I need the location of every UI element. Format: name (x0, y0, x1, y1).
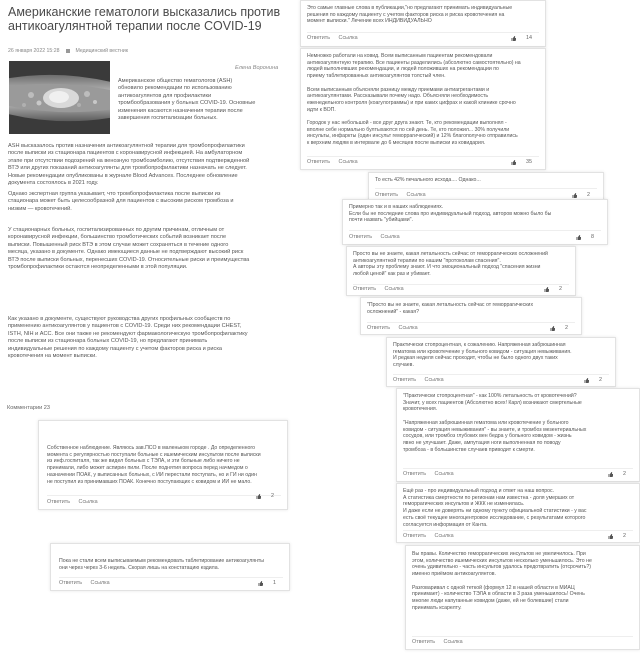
article-intro: Американское общество гематологов (ASH) обновило рекомендации по использованию антикоагулянтов для профилактики тромбообразования у больных COVID-19. Основные изменения касаются назначения терапии после завершения госпитализации больных. (118, 78, 256, 122)
comment-card (38, 420, 288, 510)
permalink[interactable]: Ссылка (90, 580, 110, 586)
comment-card (386, 337, 616, 387)
like-counter[interactable] (256, 493, 281, 499)
article-paragraph-3: У стационарных больных, госпитализированных по другим причинам, отличным от коронавирусной инфекции, большинство тромботических событий возникает после выписки. Повышенный риск ВТЭ в этом случае может сохраняться в течение одного месяца, указано в документе. Однако имеющиеся данные не подтверждают высокий риск ВТЭ после выписки больных, перенесших COVID-19. Относительные риски и преимущества тромбопрофилактики остаются неопределенными в этой популяции. (8, 227, 250, 271)
like-count: 14 (526, 35, 532, 41)
comment-text: То есть 42% печального исхода.... Однако... (375, 177, 481, 183)
comment-card (368, 172, 604, 202)
permalink[interactable]: Ссылка (406, 192, 426, 198)
like-counter[interactable] (511, 35, 539, 41)
reply-link[interactable]: Ответить (403, 471, 427, 477)
thumbs-up-icon[interactable] (511, 160, 516, 165)
comment-text: Вы правы. Количество геморрагических инсультов не увеличилось. При этом, количество ишемических инсультов несколько уменьшилось. Это не очень удивительно - часть инсультов удалось предотвратить (отсрочить?) именно приёмом антикоагулянтов. Разговаривал с одной теткой (формул 12 в нашей области в МИАЦ принимает) - количество ТЭЛА в области в 3 раза уменьшилось! Очень многие люди напуганные ковидом (даже, ей не болевшие) стали принимать ксарелту. (412, 551, 592, 611)
comment-text: Ещё раз - про индивидуальный подход и ответ на наш вопрос. А статистика смертности по регионам нам известна - доля умерших от геморрагических инсультов и ЖКК не изменилась. И даже если не доверять ни одному пункту официальной статистики - у вас есть своё текущее многоцентровое исследование, с результатами которого согласуется информация от Канта. (403, 488, 587, 528)
article-illustration (9, 61, 110, 134)
comment-text: "Просто вы не знаете, какая летальность сейчас от геморрагических осложнений" - какая? (367, 302, 534, 315)
like-count: 2 (559, 286, 562, 292)
article-title: Американские гематологи высказались против антикоагулянтной терапии после COVID-19 (8, 5, 281, 33)
thumbs-up-icon[interactable] (550, 326, 555, 331)
reply-link[interactable]: Ответить (59, 580, 83, 586)
permalink[interactable]: Ссылка (338, 35, 358, 41)
like-counter[interactable] (544, 286, 569, 292)
reply-link[interactable]: Ответить (307, 159, 331, 165)
comment-card (300, 0, 546, 47)
comment-text: Немножко работали на ковид. Всем выписанным пациентам рекомендовали антикоагулянтную терапию. Все пациенты разделились (абсолютно самостоятельно) на людей выполнявших рекомендации, и людей положивших на рекомендации по приему таблетированных антикоагулянтов толстый член. Всем выписанным объясняли разницу между приемами антиагрегантами и антикоагулянтами. Рассказывали почему надо. Объясняли необходимость еженедельного контроля (коагулограммы) и при каких цифрах и какой клинике срочно идти к ВОП. Городок у нас небольшой - все друг друга знают. Те, кто рекомендации выполнял - вполне себе нормально бултыхаются по сей день. Те, кто положил... 30% получили инсульты, инфаркты (один инсульт геморрагический) и 12% благополучно отправились к верхним людям в интервале до 6 месяцев после выписки из ковидария. (307, 53, 521, 147)
thumbs-up-icon[interactable] (511, 36, 516, 41)
like-counter[interactable] (511, 159, 539, 165)
article-meta (8, 48, 128, 54)
like-count: 35 (526, 159, 532, 165)
permalink[interactable]: Ссылка (434, 471, 454, 477)
like-counter[interactable] (550, 325, 575, 331)
like-counter[interactable] (576, 234, 601, 240)
article-paragraph-1-text: ASH высказалось против назначения антикоагулянтной терапии для тромбопрофилактики после выписки из стационара пациентов с коронавирусной инфекцией. На амбулаторном этапе при отсутствии подозрений на венозную тромбоэмболию, отсутствия подтвержденной ВТЭ или других показаний антикоагулянты для тромбопрофилактики назначать не следует. Новые рекомендации опубликованы в журнале Blood Advances. Последнее обновление документа состоялось в 2021 году. (8, 143, 250, 187)
reply-link[interactable]: Ответить (353, 286, 377, 292)
like-count: 1 (273, 580, 276, 586)
comment-text: Просто вы не знаете, какая летальность сейчас от геморрагических осложнений антикоагулянтной терапии по нашим "протоколам спасения". А авторы эту проблему знают. И что эмоциональный подход "спасения жизни любой ценой" как раз и убивает. (353, 251, 548, 278)
comment-card (396, 483, 640, 543)
comment-card (405, 545, 640, 650)
comment-card (396, 388, 640, 482)
like-counter[interactable] (584, 377, 609, 383)
like-counter[interactable] (258, 580, 283, 586)
permalink[interactable]: Ссылка (443, 639, 463, 645)
reply-link[interactable]: Ответить (375, 192, 399, 198)
article-paragraph-1 (8, 143, 306, 187)
article-paragraph-4: Как указано в документе, существуют руководства других профильных сообществ по применению антикоагулянтов у пациентов с COVID-19. Среди них рекомендации CHEST, ISTH, NIH и ACC. Все они также не рекомендуют фармакологическую тромбопрофилактику после выписки из стационара больных COVID-19, но предлагают принимать индивидуальные решения по каждому пациенту с учетом факторов риска и риска кровотечения на момент выписки. (8, 316, 248, 360)
like-count: 2 (565, 325, 568, 331)
thumbs-up-icon[interactable] (256, 494, 261, 499)
permalink[interactable]: Ссылка (398, 325, 418, 331)
source-icon (66, 49, 70, 53)
comment-text: Примерно так и в наших наблюдениях. Если бы не последние слова про индивидуальный подход, авторов можно было бы почти назвать "убийцами". (349, 204, 552, 224)
comment-text: Практически стопроцентная, к сожалению. Напряженная забрюшинная гематома или кровотечение у больного ковидом - ситуация невыживания. И редкая неделя сейчас проходит, чтобы не было одного двух таких случаев. (393, 342, 572, 369)
like-counter[interactable] (608, 533, 633, 539)
like-count: 2 (599, 377, 602, 383)
thumbs-up-icon[interactable] (608, 534, 613, 539)
article-paragraph-2: Однако экспертная группа указывает, что тромбопрофилактика после выписки из стационара может быть целесообразной для пациентов с высоким риском тромбоза и низким — кровотечений. (8, 191, 234, 212)
article-source[interactable]: Медицинский вестник (75, 48, 129, 54)
thumbs-up-icon[interactable] (584, 378, 589, 383)
permalink[interactable]: Ссылка (434, 533, 454, 539)
like-count: 2 (271, 493, 274, 499)
like-count: 8 (591, 234, 594, 240)
comment-card (300, 48, 546, 170)
permalink[interactable]: Ссылка (78, 499, 98, 505)
reply-link[interactable]: Ответить (307, 35, 331, 41)
reply-link[interactable]: Ответить (412, 639, 436, 645)
comment-card (360, 297, 582, 335)
comments-header: Комментарии 23 (7, 405, 51, 411)
permalink[interactable]: Ссылка (424, 377, 444, 383)
like-count: 2 (587, 192, 590, 198)
reply-link[interactable]: Ответить (349, 234, 373, 240)
article-date: 26 января 2022 15:28 (8, 48, 60, 54)
like-count: 2 (623, 471, 626, 477)
comment-text: Это самые главные слова в публикации,"но предлагают принимать индивидуальные решения по каждому пациенту с учетом факторов риска и риска кровотечения на момент выписки." Лечение всех ИНДИВИДУАЛЬНО (307, 5, 513, 25)
comment-card (50, 543, 290, 591)
thumbs-up-icon[interactable] (544, 287, 549, 292)
thumbs-up-icon[interactable] (576, 235, 581, 240)
permalink[interactable]: Ссылка (384, 286, 404, 292)
article-author: Елена Воронина (235, 65, 279, 71)
thumbs-up-icon[interactable] (608, 472, 613, 477)
comment-text: Пока не стали всем выписываемым рекомендовать таблетирование антикоагулянты они через через 3-6 недель. Скорая лишь на констатацию ездила. (59, 558, 265, 571)
like-counter[interactable] (608, 471, 633, 477)
reply-link[interactable]: Ответить (403, 533, 427, 539)
like-counter[interactable] (572, 192, 597, 198)
comment-text: Собственное наблюдение. Являюсь зав.ПСО в маленьком городе . До определенного момента с регулярностью поступали больные с ишемическим инсультом после выписки из инф.госпиталя, так же видел больных с ТЭЛА, и эти больные либо ничего не принимали, либо может аспирин пили. После поднятия вопроса перед начмедом о назначении ПОАК, у выписанных больных, с ИИ перестали поступать, но и ГИ ни один не поступил из принимавших ПОАК. Конечно поступающих с ковидом и ИИ не мало. (47, 445, 261, 485)
reply-link[interactable]: Ответить (47, 499, 71, 505)
reply-link[interactable]: Ответить (367, 325, 391, 331)
permalink[interactable]: Ссылка (338, 159, 358, 165)
comment-card (342, 199, 608, 245)
comment-text: "Практически стопроцентная" - как 100% летальность от кровотечений? Значит, у всех пациентов (Абсолютно всех! Карл) возникают смертельные кровотечения. "Напряженная забрюшинная гематома или кровотечение у больного ковидом - ситуация невыживания" - вы знаете, и тромбоз мезентериальных сосудов, или тромбоз глубоких вен бедра у больного ковидом - жизнь явно не улучшает. Даже, ампутация ноги выполненная по поводу тромбоза - в большинстве случаев приводит к смерти. (403, 393, 587, 453)
thumbs-up-icon[interactable] (258, 581, 263, 586)
permalink[interactable]: Ссылка (380, 234, 400, 240)
thumbs-up-icon[interactable] (572, 193, 577, 198)
reply-link[interactable]: Ответить (393, 377, 417, 383)
like-count: 2 (623, 533, 626, 539)
comment-card (346, 246, 576, 296)
